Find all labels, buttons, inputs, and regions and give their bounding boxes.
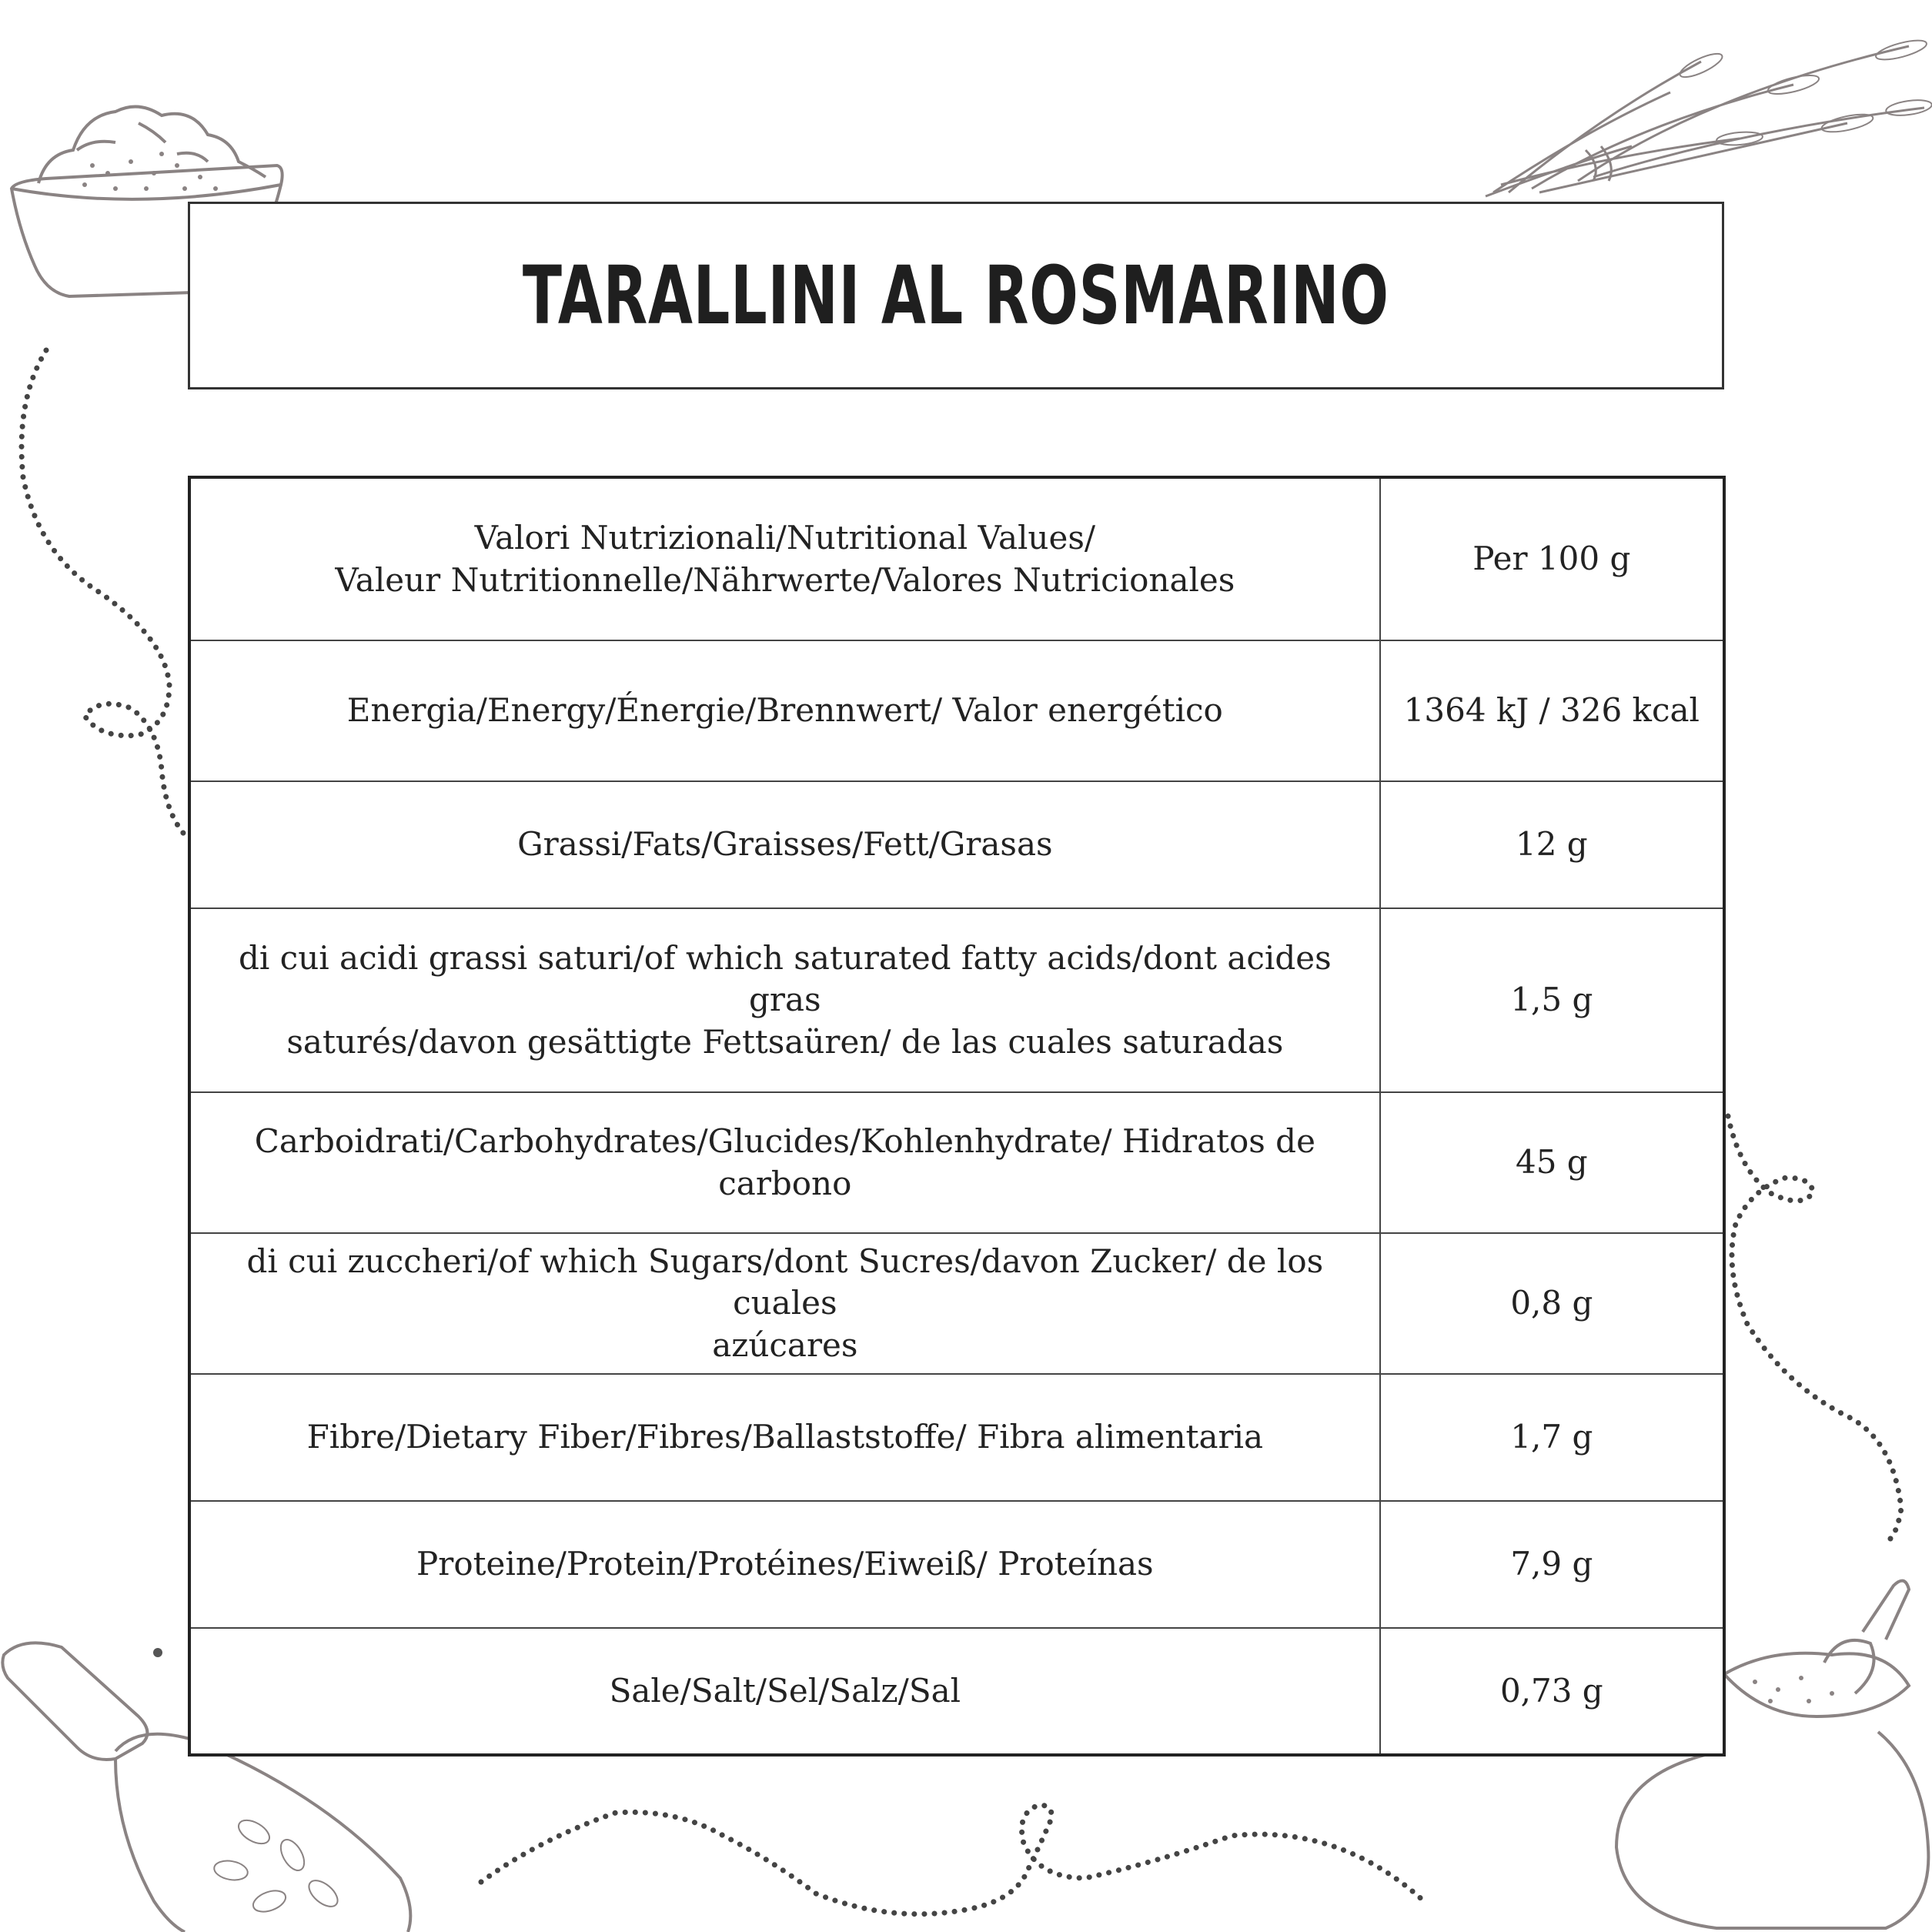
row-label [189, 908, 1380, 1092]
header-label-line1: Valori Nutrizionali/Nutritional Values/ [474, 518, 1096, 557]
row-label-line1: di cui zuccheri/of which Sugars/dont Sucres/davon Zucker/ de los cuales [246, 1242, 1324, 1322]
row-label-line1: Carboidrati/Carbohydrates/Glucides/Kohlenhydrate/ Hidratos de [254, 1121, 1315, 1160]
row-label-line1: di cui acidi grassi saturi/of which saturated fatty acids/dont acides gras [239, 938, 1332, 1019]
table-header-row [189, 477, 1724, 640]
table-row [189, 908, 1724, 1092]
row-label: Grassi/Fats/Graisses/Fett/Grasas [189, 781, 1380, 908]
row-value: 0,73 g [1380, 1628, 1724, 1755]
table-row [189, 1092, 1724, 1233]
row-value: 7,9 g [1380, 1501, 1724, 1628]
row-label-line2: azúcares [712, 1325, 858, 1364]
header-label [189, 477, 1380, 640]
header-value: Per 100 g [1380, 477, 1724, 640]
nutrition-table [188, 476, 1726, 1757]
wheat-bundle-icon [1486, 37, 1932, 196]
row-value: 45 g [1380, 1092, 1724, 1233]
table-row [189, 1501, 1724, 1628]
row-label [189, 1092, 1380, 1233]
table-row [189, 1628, 1724, 1755]
row-value: 1,5 g [1380, 908, 1724, 1092]
title-box [188, 202, 1724, 389]
header-label-line2: Valeur Nutritionnelle/Nährwerte/Valores Nutricionales [335, 560, 1235, 599]
page-title: TARALLINI AL ROSMARINO [523, 249, 1389, 343]
row-label-line2: saturés/davon gesättigte Fettsaüren/ de las cuales saturadas [286, 1022, 1284, 1061]
row-value: 0,8 g [1380, 1233, 1724, 1374]
table-row [189, 1374, 1724, 1501]
row-label: Sale/Salt/Sel/Salz/Sal [189, 1628, 1380, 1755]
row-label: Fibre/Dietary Fiber/Fibres/Ballaststoffe/ Fibra alimentaria [189, 1374, 1380, 1501]
row-label: Energia/Energy/Énergie/Brennwert/ Valor energético [189, 640, 1380, 781]
row-label-line2: carbono [718, 1164, 852, 1202]
row-value: 1364 kJ / 326 kcal [1380, 640, 1724, 781]
table-row [189, 781, 1724, 908]
row-label: Proteine/Protein/Protéines/Eiweiß/ Proteínas [189, 1501, 1380, 1628]
table-row [189, 640, 1724, 781]
row-value: 12 g [1380, 781, 1724, 908]
table-row [189, 1233, 1724, 1374]
row-value: 1,7 g [1380, 1374, 1724, 1501]
row-label [189, 1233, 1380, 1374]
